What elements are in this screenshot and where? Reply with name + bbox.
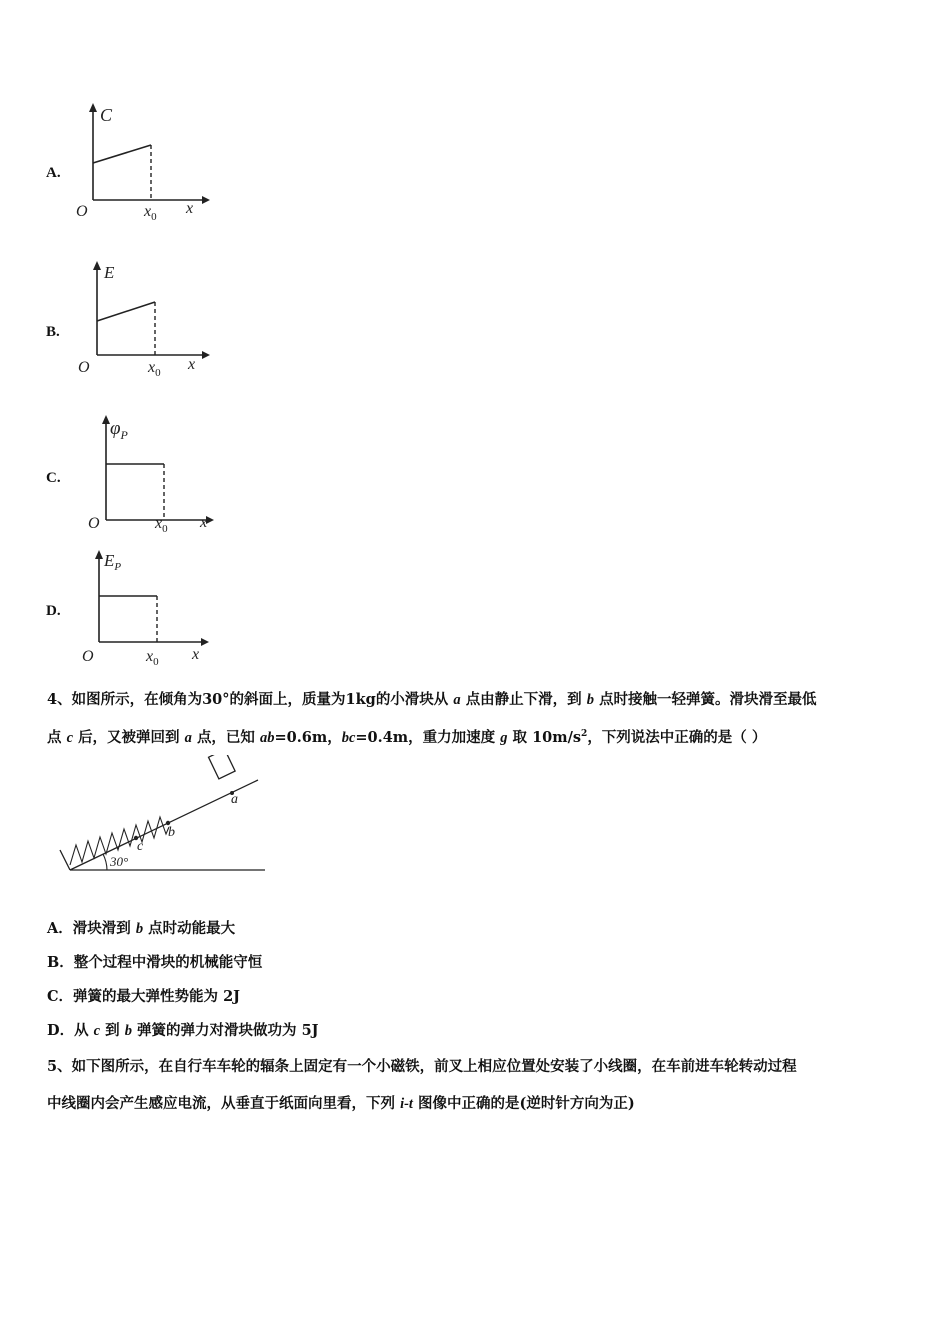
graph-d-xlabel: x bbox=[192, 646, 200, 663]
graph-c-xlabel: x bbox=[200, 514, 208, 531]
graph-a-curve bbox=[93, 145, 151, 163]
option-c-graph bbox=[82, 410, 222, 535]
graph-b-ylabel: E bbox=[104, 263, 115, 282]
slider-block bbox=[209, 755, 236, 779]
q4-line-2: 点 c 后，又被弹回到 a 点，已知 ab=0.6m，bc=0.4m，重力加速度 g 取 $10m/s^2$，下列说法中正确的是（ ） bbox=[47, 729, 767, 746]
graph-d-origin: O bbox=[82, 648, 94, 665]
angle-arc bbox=[103, 854, 107, 870]
label-c: c bbox=[137, 839, 144, 854]
incline-plane bbox=[70, 780, 258, 870]
option-d-graph bbox=[76, 545, 216, 670]
option-b-graph bbox=[72, 258, 212, 383]
incline-figure bbox=[55, 755, 275, 880]
q4-line-1: 4、如图所示，在倾角为30°的斜面上，质量为1kg的小滑块从 a 点由静止下滑，到 b 点时接触一轻弹簧。滑块滑至最低 bbox=[47, 691, 817, 708]
option-a-letter: A. bbox=[46, 165, 61, 181]
graph-d-ylabel: E bbox=[104, 551, 115, 570]
q4-choice-d[interactable]: D．从 c 到 b 弹簧的弹力对滑块做功为 5J bbox=[47, 1022, 319, 1039]
svg-text:x0: $x_0$ bbox=[146, 648, 159, 668]
graph-b-svg bbox=[72, 258, 212, 383]
option-d-letter: D. bbox=[46, 603, 61, 619]
label-a: a bbox=[231, 792, 238, 807]
svg-text:φP: $\varphi_P$ bbox=[110, 418, 128, 442]
q5-line-1: 5、如下图所示，在自行车车轮的辐条上固定有一个小磁铁，前叉上相应位置处安装了小线圈，在车前进车轮转动过程 bbox=[47, 1058, 797, 1075]
graph-a-ylabel: C bbox=[100, 105, 113, 125]
graph-c-ylabel: φ bbox=[110, 418, 121, 439]
svg-text:x0: $x_0$ bbox=[144, 203, 157, 223]
option-b-letter: B. bbox=[46, 324, 60, 340]
option-c-letter: C. bbox=[46, 470, 61, 486]
graph-d-svg bbox=[76, 545, 216, 670]
option-a-graph bbox=[70, 100, 210, 225]
svg-text:x0: $x_0$ bbox=[155, 515, 168, 535]
label-b: b bbox=[168, 825, 175, 840]
angle-label: 30° bbox=[110, 854, 129, 869]
svg-text:x0: $x_0$ bbox=[148, 359, 161, 379]
q4-choice-b[interactable]: B．整个过程中滑块的机械能守恒 bbox=[47, 954, 263, 971]
graph-a-origin: O bbox=[76, 203, 88, 220]
q5-line-2: 中线圈内会产生感应电流，从垂直于纸面向里看，下列 i-t 图像中正确的是(逆时针方向为正) bbox=[47, 1095, 635, 1112]
graph-b-xlabel: x bbox=[188, 356, 196, 373]
q4-choice-a[interactable]: A．滑块滑到 b 点时动能最大 bbox=[47, 920, 236, 937]
incline-svg bbox=[55, 755, 275, 880]
graph-a-svg bbox=[70, 100, 210, 225]
graph-b-curve bbox=[97, 302, 155, 321]
q4-choice-c[interactable]: C．弹簧的最大弹性势能为 2J bbox=[47, 988, 241, 1005]
svg-text:EP: $E_P$ bbox=[104, 551, 122, 573]
graph-c-origin: O bbox=[88, 515, 100, 532]
graph-c-svg bbox=[82, 410, 222, 535]
graph-a-xlabel: x bbox=[186, 200, 194, 217]
graph-b-origin: O bbox=[78, 359, 90, 376]
